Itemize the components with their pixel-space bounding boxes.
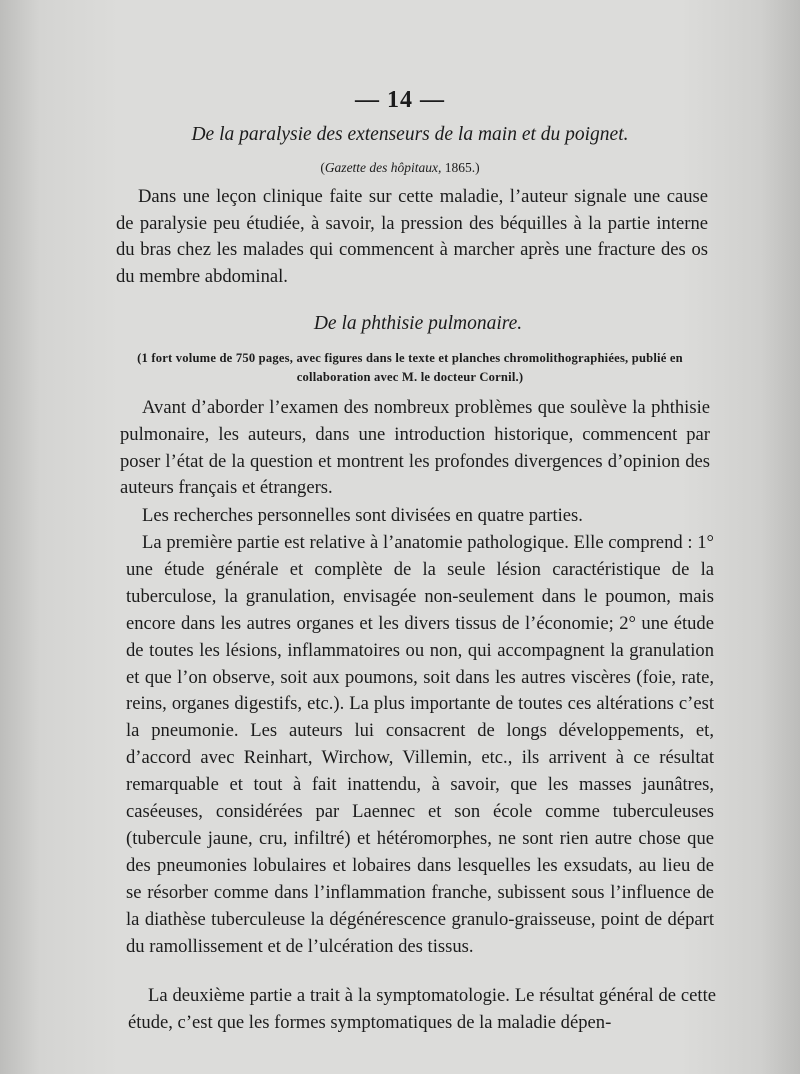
section-title-paralysie: De la paralysie des extenseurs de la main et du poignet. <box>191 124 629 145</box>
section-source-gazette: (Gazette des hôpitaux, 1865.) <box>320 160 480 175</box>
section-source-volume: (1 fort volume de 750 pages, avec figures dans le texte et planches chromolithographiées, publié en collaboration avec M. le docteur Cornil.) <box>137 351 683 384</box>
paragraph-anatomie: La première partie est relative à l’anatomie pathologique. Elle comprend : 1° une étude générale et complète de la seule lésion caractéristique de la tuberculose, la granulation, envisagée non-seulement dans le poumon, mais encore dans les autres organes et les divers tissus de l’économie; 2° une étude de toutes les lésions, inflammatoires ou non, qui accompagnent la granulation et que l’on observe, soit aux poumons, soit dans les autres viscères (foie, rate, reins, organes digestifs, etc.). La plus importante de toutes ces altérations c’est la pneumonie. Les auteurs lui consacrent de longs développements, et, d’accord avec Reinhart, Wirchow, Villemin, etc., ils arrivent à ce résultat remarquable et tout à fait inattendu, à savoir, que les masses jaunâtres, caséeuses, considérées par Laennec et son école comme tuberculeuses (tubercule jaune, cru, infiltré) et hétéromorphes, ne sont rien autre chose que des pneumonies lobulaires et lobaires dans lesquelles les exsudats, au lieu de se résorber comme dans l’inflammation franche, subissent sous l’influence de la diathèse tuberculeuse la dégénérescence granulo-graisseuse, point de départ du ramollissement et de l’ulcération des tissus. <box>126 532 714 957</box>
page-number: — 14 — <box>355 87 445 113</box>
source-journal: Gazette des hôpitaux, <box>324 160 442 175</box>
paragraph-divisions: Les recherches personnelles sont divisées en quatre parties. <box>142 505 583 526</box>
paragraph-symptomatologie: La deuxième partie a trait à la symptomatologie. Le résultat général de cette étude, c’est que les formes symptomatiques de la maladie dépen- <box>128 985 716 1033</box>
section-title-phthisie: De la phthisie pulmonaire. <box>313 313 523 334</box>
paragraph-paralysie: Dans une leçon clinique faite sur cette maladie, l’auteur signale une cause de paralysie peu étudiée, à savoir, la pression des béquilles à la partie interne du bras chez les malades qui commencent à marcher après une fracture des os du membre abdominal. <box>116 186 708 287</box>
source-year: 1865. <box>444 160 476 175</box>
paragraph-introduction: Avant d’aborder l’examen des nombreux problèmes que soulève la phthisie pulmonaire, les auteurs, dans une introduction historique, commencent par poser l’état de la question et montrent les profondes divergences d’opinion des auteurs français et étrangers. <box>120 397 710 499</box>
